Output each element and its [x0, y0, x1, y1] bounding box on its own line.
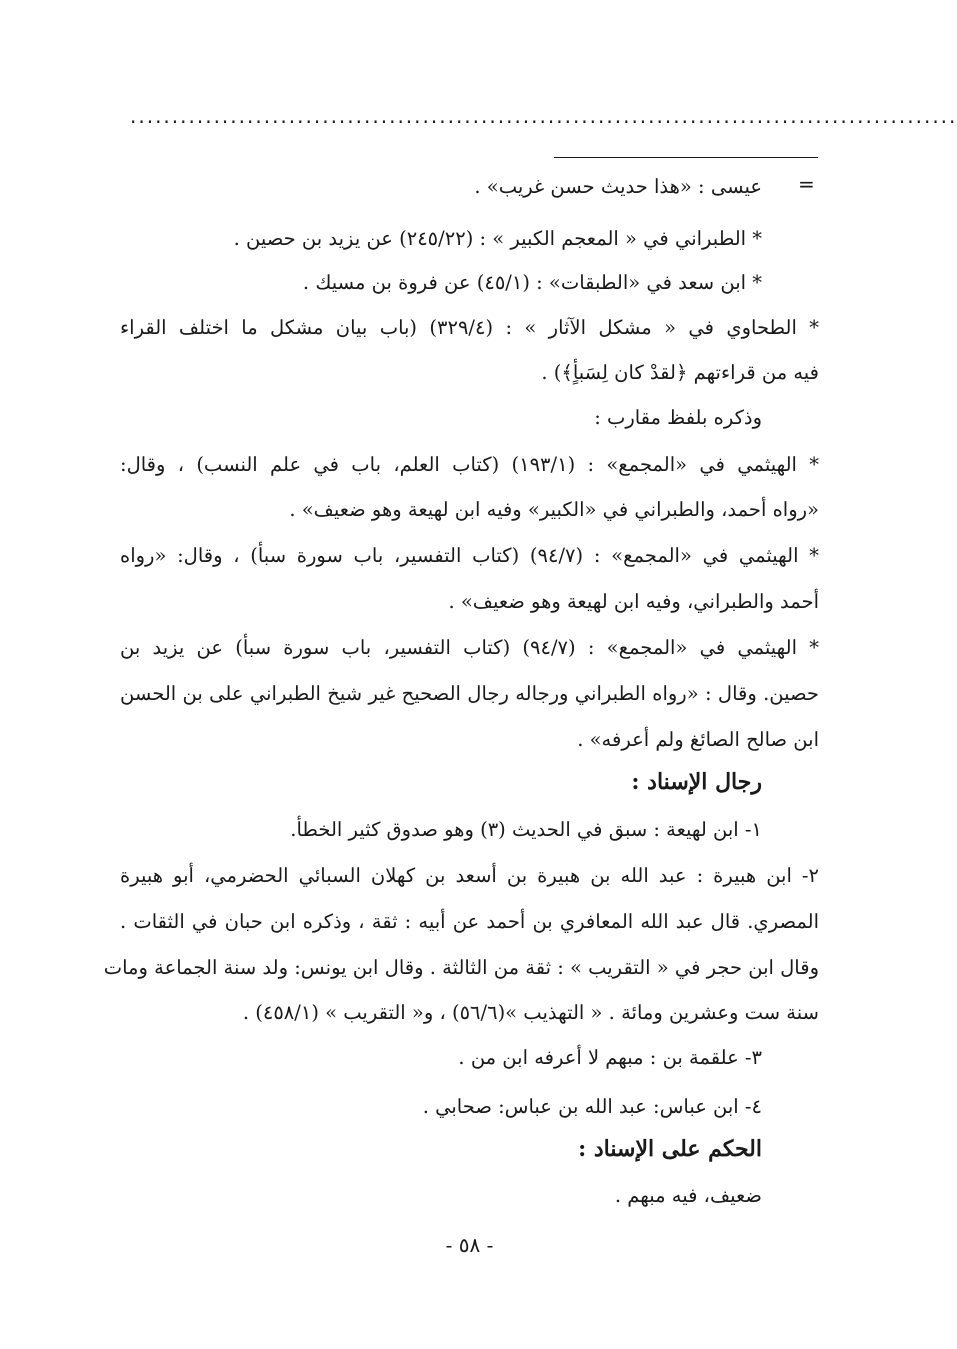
- text-line: * ابن سعد في «الطبقات» : (٤٥/١) عن فروة بن مسيك .: [302, 271, 762, 294]
- text-line: ١- ابن لهيعة : سبق في الحديث (٣) وهو صدوق كثير الخطأ.: [290, 818, 762, 841]
- text-line: وقال ابن حجر في « التقريب » : ثقة من الثالثة . وقال ابن يونس: ولد سنة الجماعة ومات: [103, 956, 819, 979]
- text-line: ٤- ابن عباس: عبد الله بن عباس: صحابي .: [422, 1095, 762, 1118]
- text-line: ضعيف، فيه مبهم .: [614, 1184, 762, 1207]
- text-line: أحمد والطبراني، وفيه ابن لهيعة وهو ضعيف» .: [448, 590, 819, 613]
- text-line: ابن صالح الصائغ ولم أعرفه» .: [577, 728, 819, 751]
- text-line: فيه من قراءتهم ﴿لقدْ كان لِسَبأٍ﴾) .: [541, 361, 819, 384]
- footnote-rule: [554, 157, 818, 158]
- text-line: ٢- ابن هبيرة : عبد الله بن هبيرة بن أسعد بن كهلان السبائي الحضرمي، أبو هبيرة: [120, 864, 819, 887]
- continuation-mark: =: [798, 172, 815, 196]
- text-line: وذكره بلفظ مقارب :: [594, 406, 762, 429]
- text-line: * الهيثمي في «المجمع» : (٩٤/٧) (كتاب التفسير، باب سورة سبأ) عن يزيد بن: [120, 636, 820, 659]
- page-number: - ٥٨ -: [445, 1233, 494, 1257]
- text-line: * الطبراني في « المعجم الكبير » : (٢٤٥/٢٢) عن يزيد بن حصين .: [233, 227, 762, 250]
- text-line: «رواه أحمد، والطبراني في «الكبير» وفيه ابن لهيعة وهو ضعيف» .: [289, 498, 819, 521]
- text-line: سنة ست وعشرين ومائة . « التهذيب »(٥٦/٦) ، و« التقريب » (٤٥٨/١) .: [242, 1001, 819, 1024]
- text-line: حصين. وقال : «رواه الطبراني ورجاله رجال الصحيح غير شيخ الطبراني على بن الحسن: [120, 682, 819, 705]
- dotted-separator: ...................................................................................................: [130, 104, 957, 128]
- text-line: عيسى : «هذا حديث حسن غريب» .: [474, 175, 762, 198]
- text-line: المصري. قال عبد الله المعافري بن أحمد عن أبيه : ثقة ، وذكره ابن حبان في الثقات .: [120, 910, 819, 933]
- section-heading: الحكم على الإسناد :: [578, 1136, 762, 1162]
- section-heading: رجال الإسناد :: [631, 769, 762, 795]
- text-line: * الطحاوي في « مشكل الآثار » : (٣٢٩/٤) (باب بيان مشكل ما اختلف القراء: [120, 316, 819, 339]
- text-line: * الهيثمي في «المجمع» : (١٩٣/١) (كتاب العلم، باب في علم النسب) ، وقال:: [120, 453, 819, 476]
- text-line: ٣- علقمة بن : مبهم لا أعرفه ابن من .: [458, 1046, 762, 1069]
- text-line: * الهيثمي في «المجمع» : (٩٤/٧) (كتاب التفسير، باب سورة سبأ) ، وقال: «رواه: [120, 544, 819, 567]
